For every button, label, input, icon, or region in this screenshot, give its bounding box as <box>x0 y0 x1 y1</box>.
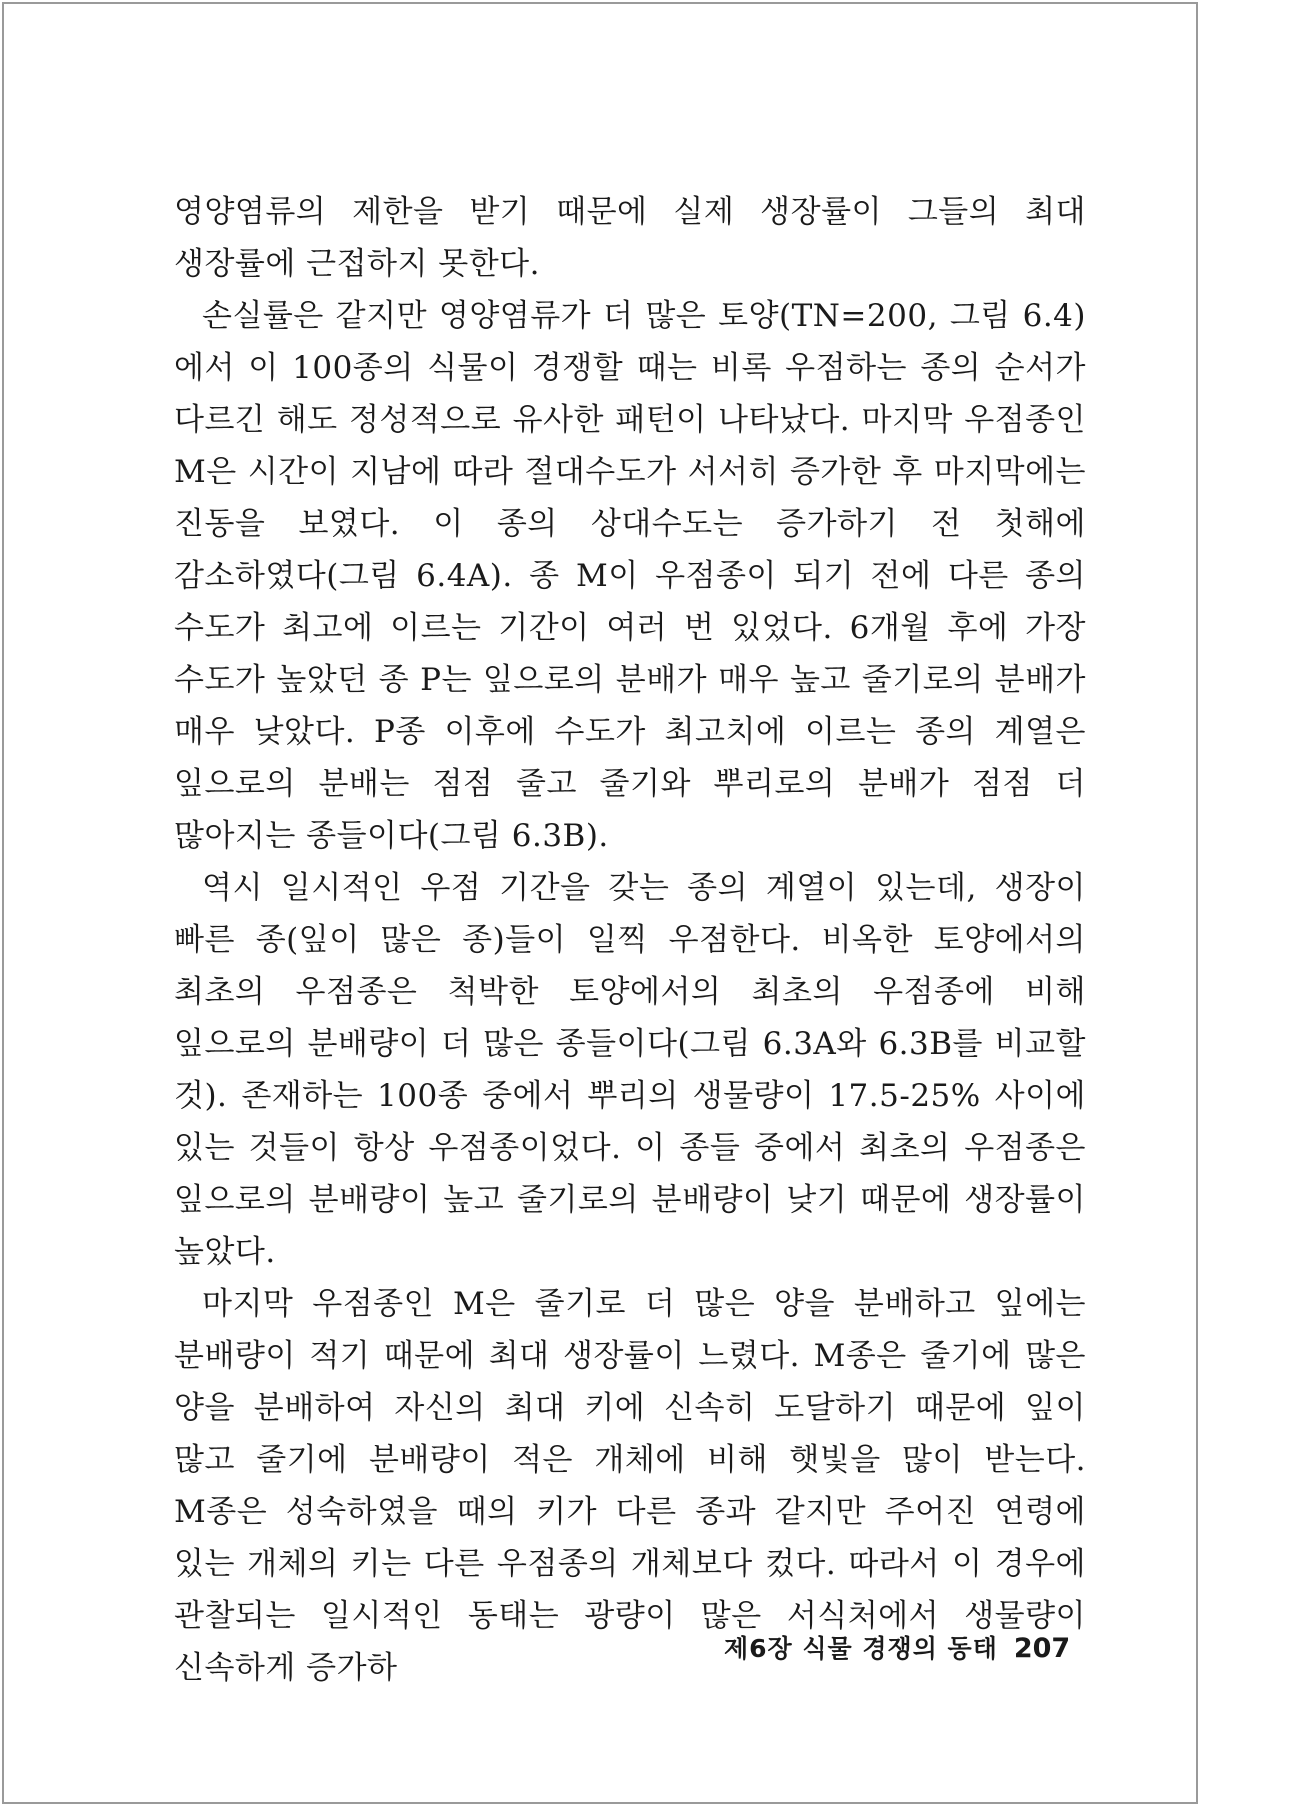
body-text <box>174 186 1086 1694</box>
paragraph-3: 역시 일시적인 우점 기간을 갖는 종의 계열이 있는데, 생장이 빠른 종(잎이 많은 종)들이 일찍 우점한다. 비옥한 토양에서의 최초의 우점종은 척박한 토양에서의 최초의 우점종에 비해 잎으로의 분배량이 더 많은 종들이다(그림 6.3A와 6.3B를 비교할 것). 존재하는 100종 중에서 뿌리의 생물량이 17.5-25% 사이에 있는 것들이 항상 우점종이었다. 이 종들 중에서 최초의 우점종은 잎으로의 분배량이 높고 줄기로의 분배량이 낮기 때문에 생장률이 높았다. <box>174 870 1086 1270</box>
chapter-title: 제6장 식물 경쟁의 동태 <box>724 1634 998 1663</box>
page-footer <box>724 1629 1070 1665</box>
paragraph-2: 손실률은 같지만 영양염류가 더 많은 토양(TN=200, 그림 6.4)에서 이 100종의 식물이 경쟁할 때는 비록 우점하는 종의 순서가 다르긴 해도 정성적으로 유사한 패턴이 나타났다. 마지막 우점종인 M은 시간이 지남에 따라 절대수도가 서서히 증가한 후 마지막에는 진동을 보였다. 이 종의 상대수도는 증가하기 전 첫해에 감소하였다(그림 6.4A). 종 M이 우점종이 되기 전에 다른 종의 수도가 최고에 이르는 기간이 여러 번 있었다. 6개월 후에 가장 수도가 높았던 종 P는 잎으로의 분배가 매우 높고 줄기로의 분배가 매우 낮았다. P종 이후에 수도가 최고치에 이르는 종의 계열은 잎으로의 분배는 점점 줄고 줄기와 뿌리로의 분배가 점점 더 많아지는 종들이다(그림 6.3B). <box>174 298 1086 854</box>
page-number: 207 <box>1013 1633 1071 1664</box>
paragraph-4: 마지막 우점종인 M은 줄기로 더 많은 양을 분배하고 잎에는 분배량이 적기 때문에 최대 생장률이 느렸다. M종은 줄기에 많은 양을 분배하여 자신의 최대 키에 신속히 도달하기 때문에 잎이 많고 줄기에 분배량이 적은 개체에 비해 햇빛을 많이 받는다. M종은 성숙하였을 때의 키가 다른 종과 같지만 주어진 연령에 있는 개체의 키는 다른 우점종의 개체보다 컸다. 따라서 이 경우에 관찰되는 일시적인 동태는 광량이 많은 서식처에서 생물량이 신속하게 증가하 <box>174 1286 1086 1686</box>
book-edge <box>1196 0 1291 1806</box>
paragraph-1: 영양염류의 제한을 받기 때문에 실제 생장률이 그들의 최대 생장률에 근접하지 못한다. <box>174 194 1086 282</box>
book-page <box>2 2 1198 1804</box>
